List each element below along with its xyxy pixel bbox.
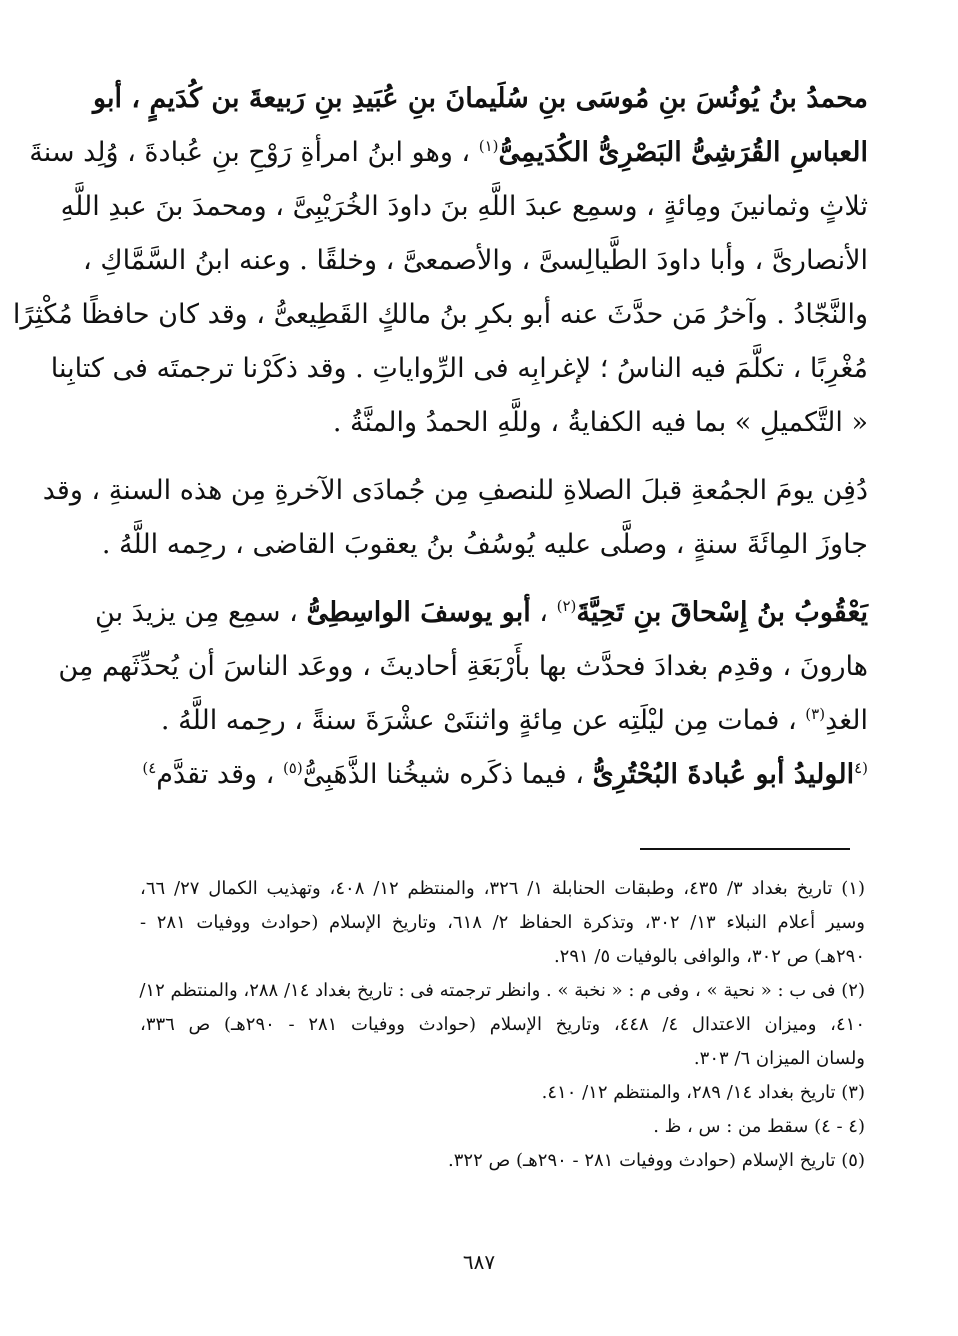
footnote-line: (١) تاريخ بغداد ٣/ ٤٣٥، وطبقات الحنابلة ١/ ٣٢٦، والمنتظم ١٢/ ٤٠٨، وتهذيب الكمال ٢٧/ ٦٦، [140, 878, 865, 899]
footnote-line: ولسان الميزان ٦/ ٣٠٣. [693, 1048, 865, 1069]
text-span: ، وهو ابنُ امرأةِ رَوْحِ بنِ عُبادةَ ، وُلِد سنةَ [29, 137, 471, 168]
footnote-ref: (٥) [282, 759, 303, 777]
text-line [29, 126, 868, 180]
text-span: ، فيما ذكَره شيخُنا الذَّهَبِىُّ [302, 759, 584, 790]
footnote-line: (٥) تاريخ الإسلام (حوادث ووفيات ٢٨١ - ٢٩٠هـ) ص ٣٢٢. [448, 1150, 865, 1171]
footnote-ref: (٤ [854, 759, 868, 777]
footnote-line: (٣) تاريخ بغداد ١٤/ ٢٨٩، والمنتظم ١٢/ ٤١٠. [541, 1082, 865, 1103]
footnote-ref: (٢) [556, 597, 577, 615]
text-line: الأنصارىَّ ، وأبا داودَ الطَّيالِسىَّ ، والأصمعىَّ ، وخلقًا . وعنه ابنُ السَّمَّاكِ ، [83, 245, 868, 276]
paragraph-kudaymi [12, 72, 868, 450]
entry-heading: الوليدُ أبو عُبادةَ البُحْتُرِىُّ [592, 759, 855, 790]
text-span: ، فمات مِن ليْلَتِه عن مِائةٍ واثنتَىْ عشْرَةَ سنةً ، رحِمه اللَّهُ . [160, 705, 797, 736]
text-span: ، وقد تقدَّم [156, 759, 275, 790]
text-line: دُفِن يومَ الجمُعةِ قبلَ الصلاةِ للنصفِ مِن جُمادَى الآخرةِ مِن هذه السنةِ ، وقد [42, 475, 868, 506]
footnote-ref: (١) [478, 137, 499, 155]
entry-heading: أبو يوسفَ الواسِطِىُّ [306, 597, 531, 628]
text-line: هارونَ ، وقدِم بغدادَ فحدَّث بها بأَرْبَعَةِ أحاديثَ ، ووعَد الناسَ أن يُحدِّثَهم مِن [58, 651, 868, 682]
page-number: ٦٨٧ [462, 1250, 496, 1274]
text-line [140, 748, 868, 802]
paragraph-gap [140, 450, 868, 464]
footnote-line: (٢) فى ب : « نحية » ، وفى م : « نخبة » . وانظر ترجمته فى : تاريخ بغداد ١٤/ ٢٨٨، والمنتظم ١٢/ [139, 980, 865, 1001]
text-span: ، [530, 597, 549, 628]
footnote-ref: (٣) [805, 705, 826, 723]
entry-heading: يَعْقُوبُ بنُ إِسْحاقَ بنِ تَحِيَّةَ [576, 597, 868, 628]
paragraph-burial [42, 464, 868, 572]
text-line: ثلاثٍ وثمانينَ ومِائةٍ ، وسمِع عبدَ اللَّهِ بنَ داودَ الخُرَيْبِىَّ ، ومحمدَ بنَ عبدِ اللَّهِ [60, 191, 868, 222]
paragraph-gap [140, 572, 868, 586]
text-line [95, 586, 868, 640]
entry-heading: العباسِ القُرَشِىُّ البَصْرِىُّ الكُدَيمِىُّ [498, 137, 868, 168]
footnote-line: ٢٩٠هـ) ص ٣٠٢، والوافى بالوفيات ٥/ ٢٩١. [553, 946, 865, 967]
main-text [12, 72, 868, 802]
footnote-line: (٤ - ٤) سقط من : س ، ظ . [653, 1116, 865, 1137]
footnote-ref: ٤) [142, 759, 157, 777]
footnote-divider [640, 848, 850, 850]
paragraph-buhturi [140, 748, 868, 802]
text-line [140, 694, 868, 748]
footnotes [140, 872, 865, 1178]
entry-heading: محمدُ بنُ يُونُسَ بنِ مُوسَى بنِ سُلَيمانَ بنِ عُبَيدِ بنِ رَبيعةَ بن كُدَيمٍ ، أبو [93, 83, 868, 114]
text-span: ، سمِع مِن يزيدَ بنِ [95, 597, 298, 628]
text-line [93, 72, 868, 126]
text-line: مُغْرِبًا ، تكلَّمَ فيه الناسُ ؛ لإغرابِه فى الرِّواياتِ . وقد ذكَرْنا ترجمتَه فى كتابِنا [50, 353, 868, 384]
footnote-line: ٤١٠، وميزان الاعتدال ٤/ ٤٤٨، وتاريخ الإسلام (حوادث ووفيات ٢٨١ - ٢٩٠هـ) ص ٣٣٦، [140, 1014, 865, 1035]
text-line: « التَّكميلِ » بما فيه الكفايةُ ، وللَّهِ الحمدُ والمنَّةُ . [332, 407, 868, 438]
text-line: جاوزَ المِائَةَ سنةٍ ، وصلَّى عليه يُوسُفُ بنُ يعقوبَ القاضى ، رحِمه اللَّهُ . [101, 529, 868, 560]
text-span: الغدِ [825, 705, 868, 736]
paragraph-yaqub [58, 586, 868, 748]
footnote-line: وسير أعلام النبلاء ١٣/ ٣٠٢، وتذكرة الحفاظ ٢/ ٦١٨، وتاريخ الإسلام (حوادث ووفيات ٢٨١ - [140, 912, 865, 933]
text-line: والنَّجّادُ . وآخرُ مَن حدَّثَ عنه أبو بكرِ بنُ مالكٍ القَطِيعىُّ ، وقد كان حافظًا مُكْثِرًا [12, 299, 868, 330]
